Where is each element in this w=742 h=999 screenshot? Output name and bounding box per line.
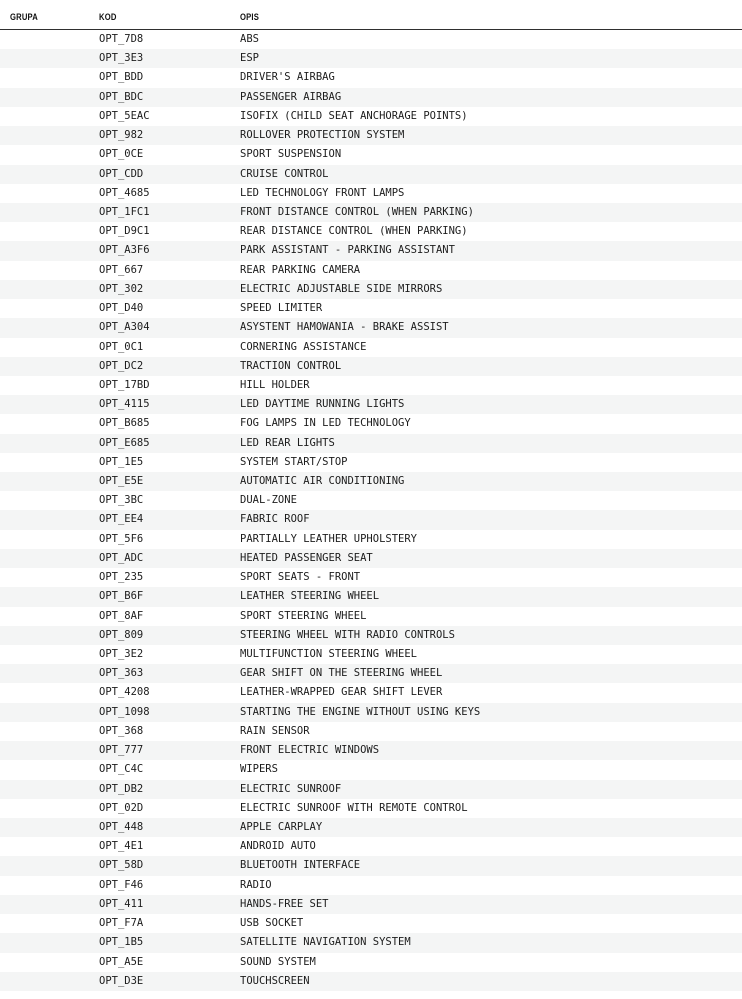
table-row	[0, 972, 742, 991]
table-row	[0, 299, 742, 318]
cell-kod: OPT_BDC	[99, 90, 144, 103]
table-row	[0, 568, 742, 587]
table-row	[0, 953, 742, 972]
cell-opis: TRACTION CONTROL	[240, 359, 342, 372]
cell-kod: OPT_7D8	[99, 33, 144, 45]
cell-kod: OPT_982	[99, 129, 144, 142]
cell-opis: FRONT ELECTRIC WINDOWS	[240, 744, 380, 757]
cell-kod: OPT_302	[99, 282, 144, 295]
cell-kod: OPT_0CE	[99, 148, 144, 161]
table-body	[0, 30, 742, 991]
cell-opis: FOG LAMPS IN LED TECHNOLOGY	[240, 417, 411, 430]
cell-kod: OPT_235	[99, 571, 144, 584]
table-row	[0, 241, 742, 260]
table-row	[0, 510, 742, 529]
cell-kod: OPT_D9C1	[99, 225, 150, 238]
cell-kod: OPT_4208	[99, 686, 150, 699]
cell-kod: OPT_B6F	[99, 590, 144, 603]
cell-kod: OPT_1E5	[99, 455, 144, 468]
table-row	[0, 933, 742, 952]
cell-opis: ELECTRIC SUNROOF WITH REMOTE CONTROL	[240, 801, 468, 814]
cell-kod: OPT_5EAC	[99, 109, 150, 122]
table-row	[0, 895, 742, 914]
cell-opis: CORNERING ASSISTANCE	[240, 340, 367, 353]
table-row	[0, 395, 742, 414]
cell-opis: STARTING THE ENGINE WITHOUT USING KEYS	[240, 705, 481, 718]
table-row	[0, 549, 742, 568]
cell-opis: ISOFIX (CHILD SEAT ANCHORAGE POINTS)	[240, 109, 468, 122]
table-row	[0, 664, 742, 683]
cell-kod: OPT_5F6	[99, 532, 144, 545]
cell-opis: CRUISE CONTROL	[240, 167, 329, 180]
table-row	[0, 434, 742, 453]
table-row	[0, 126, 742, 145]
cell-kod: OPT_CDD	[99, 167, 144, 180]
table-row	[0, 222, 742, 241]
cell-kod: OPT_809	[99, 628, 144, 641]
cell-opis: LEATHER STEERING WHEEL	[240, 590, 380, 603]
table-row	[0, 722, 742, 741]
column-header-kod: KOD	[99, 12, 117, 22]
cell-opis: MULTIFUNCTION STEERING WHEEL	[240, 648, 418, 660]
cell-opis: PARTIALLY LEATHER UPHOLSTERY	[240, 532, 418, 545]
table-row	[0, 165, 742, 184]
table-row	[0, 338, 742, 357]
cell-opis: LED TECHNOLOGY FRONT LAMPS	[240, 186, 405, 199]
table-row	[0, 683, 742, 702]
cell-opis: HILL HOLDER	[240, 378, 310, 391]
cell-opis: SPORT SEATS - FRONT	[240, 571, 361, 584]
table-row	[0, 145, 742, 164]
cell-opis: ROLLOVER PROTECTION SYSTEM	[240, 129, 405, 142]
table-row	[0, 184, 742, 203]
table-row	[0, 414, 742, 433]
cell-kod: OPT_BDD	[99, 71, 144, 84]
cell-opis: AUTOMATIC AIR CONDITIONING	[240, 475, 405, 488]
cell-opis: USB SOCKET	[240, 917, 304, 930]
cell-opis: HEATED PASSENGER SEAT	[240, 551, 373, 564]
cell-opis: LEATHER-WRAPPED GEAR SHIFT LEVER	[240, 686, 443, 699]
cell-opis: TOUCHSCREEN	[240, 974, 310, 987]
cell-kod: OPT_667	[99, 263, 144, 276]
cell-opis: REAR PARKING CAMERA	[240, 263, 361, 276]
cell-kod: OPT_A5E	[99, 955, 144, 968]
table-row	[0, 607, 742, 626]
table-row	[0, 530, 742, 549]
table-row	[0, 626, 742, 645]
table-row	[0, 587, 742, 606]
cell-opis: SPEED LIMITER	[240, 302, 323, 315]
cell-kod: OPT_1098	[99, 705, 150, 718]
table-row	[0, 376, 742, 395]
cell-opis: LED DAYTIME RUNNING LIGHTS	[240, 398, 405, 411]
cell-kod: OPT_C4C	[99, 763, 144, 776]
cell-kod: OPT_363	[99, 667, 144, 680]
cell-kod: OPT_02D	[99, 801, 144, 814]
cell-kod: OPT_DB2	[99, 782, 144, 795]
cell-opis: PASSENGER AIRBAG	[240, 90, 342, 103]
cell-opis: SPORT SUSPENSION	[240, 148, 342, 161]
cell-kod: OPT_3BC	[99, 494, 144, 507]
cell-opis: STEERING WHEEL WITH RADIO CONTROLS	[240, 628, 455, 641]
cell-opis: ELECTRIC ADJUSTABLE SIDE MIRRORS	[240, 282, 443, 295]
cell-opis: FABRIC ROOF	[240, 513, 310, 526]
cell-kod: OPT_ADC	[99, 551, 144, 564]
table-row	[0, 318, 742, 337]
table-row	[0, 837, 742, 856]
table-row	[0, 68, 742, 87]
cell-kod: OPT_448	[99, 820, 144, 833]
cell-opis: ELECTRIC SUNROOF	[240, 782, 342, 795]
cell-opis: WIPERS	[240, 763, 278, 776]
table-row	[0, 780, 742, 799]
cell-kod: OPT_E685	[99, 436, 150, 449]
table-row	[0, 876, 742, 895]
cell-kod: OPT_1B5	[99, 936, 144, 949]
cell-opis: ABS	[240, 33, 259, 45]
table-row	[0, 107, 742, 126]
cell-kod: OPT_4685	[99, 186, 150, 199]
table-row	[0, 491, 742, 510]
cell-kod: OPT_1FC1	[99, 205, 150, 218]
cell-opis: RADIO	[240, 878, 272, 891]
table-row	[0, 203, 742, 222]
table-row	[0, 49, 742, 68]
cell-kod: OPT_411	[99, 897, 144, 910]
cell-kod: OPT_EE4	[99, 513, 144, 526]
table-row	[0, 88, 742, 107]
table-row	[0, 453, 742, 472]
table-row	[0, 741, 742, 760]
cell-kod: OPT_0C1	[99, 340, 144, 353]
table-row	[0, 760, 742, 779]
table-row	[0, 357, 742, 376]
cell-opis: APPLE CARPLAY	[240, 820, 323, 833]
cell-opis: HANDS-FREE SET	[240, 897, 329, 910]
cell-kod: OPT_17BD	[99, 378, 150, 391]
table-row	[0, 261, 742, 280]
cell-opis: PARK ASSISTANT - PARKING ASSISTANT	[240, 244, 455, 257]
cell-opis: SOUND SYSTEM	[240, 955, 316, 968]
cell-opis: SATELLITE NAVIGATION SYSTEM	[240, 936, 411, 949]
cell-opis: REAR DISTANCE CONTROL (WHEN PARKING)	[240, 225, 468, 238]
cell-kod: OPT_3E2	[99, 648, 144, 660]
column-header-opis: OPIS	[240, 12, 259, 22]
cell-opis: GEAR SHIFT ON THE STEERING WHEEL	[240, 667, 443, 680]
table-row	[0, 30, 742, 49]
cell-kod: OPT_D3E	[99, 974, 144, 987]
cell-kod: OPT_E5E	[99, 475, 144, 488]
table-row	[0, 799, 742, 818]
table-row	[0, 472, 742, 491]
cell-kod: OPT_A3F6	[99, 244, 150, 257]
cell-kod: OPT_F46	[99, 878, 144, 891]
cell-kod: OPT_B685	[99, 417, 150, 430]
cell-kod: OPT_3E3	[99, 52, 144, 65]
cell-opis: ASYSTENT HAMOWANIA - BRAKE ASSIST	[240, 321, 449, 334]
cell-kod: OPT_58D	[99, 859, 144, 872]
cell-opis: SPORT STEERING WHEEL	[240, 609, 367, 622]
cell-kod: OPT_4115	[99, 398, 150, 411]
cell-opis: SYSTEM START/STOP	[240, 455, 348, 468]
cell-kod: OPT_4E1	[99, 840, 144, 853]
cell-opis: FRONT DISTANCE CONTROL (WHEN PARKING)	[240, 205, 474, 218]
table-row	[0, 645, 742, 664]
cell-kod: OPT_777	[99, 744, 144, 757]
table-row	[0, 703, 742, 722]
cell-opis: DUAL-ZONE	[240, 494, 297, 507]
cell-opis: DRIVER'S AIRBAG	[240, 71, 335, 84]
cell-opis: RAIN SENSOR	[240, 724, 310, 737]
cell-kod: OPT_368	[99, 724, 144, 737]
table-row	[0, 818, 742, 837]
cell-opis: BLUETOOTH INTERFACE	[240, 859, 361, 872]
table-header	[0, 0, 742, 30]
cell-kod: OPT_D40	[99, 302, 144, 315]
cell-kod: OPT_8AF	[99, 609, 144, 622]
cell-opis: ANDROID AUTO	[240, 840, 316, 853]
column-header-grupa: GRUPA	[10, 12, 38, 22]
table-row	[0, 280, 742, 299]
cell-kod: OPT_DC2	[99, 359, 144, 372]
table-row	[0, 856, 742, 875]
table-row	[0, 914, 742, 933]
cell-kod: OPT_F7A	[99, 917, 144, 930]
cell-opis: ESP	[240, 52, 259, 65]
cell-opis: LED REAR LIGHTS	[240, 436, 335, 449]
cell-kod: OPT_A304	[99, 321, 150, 334]
